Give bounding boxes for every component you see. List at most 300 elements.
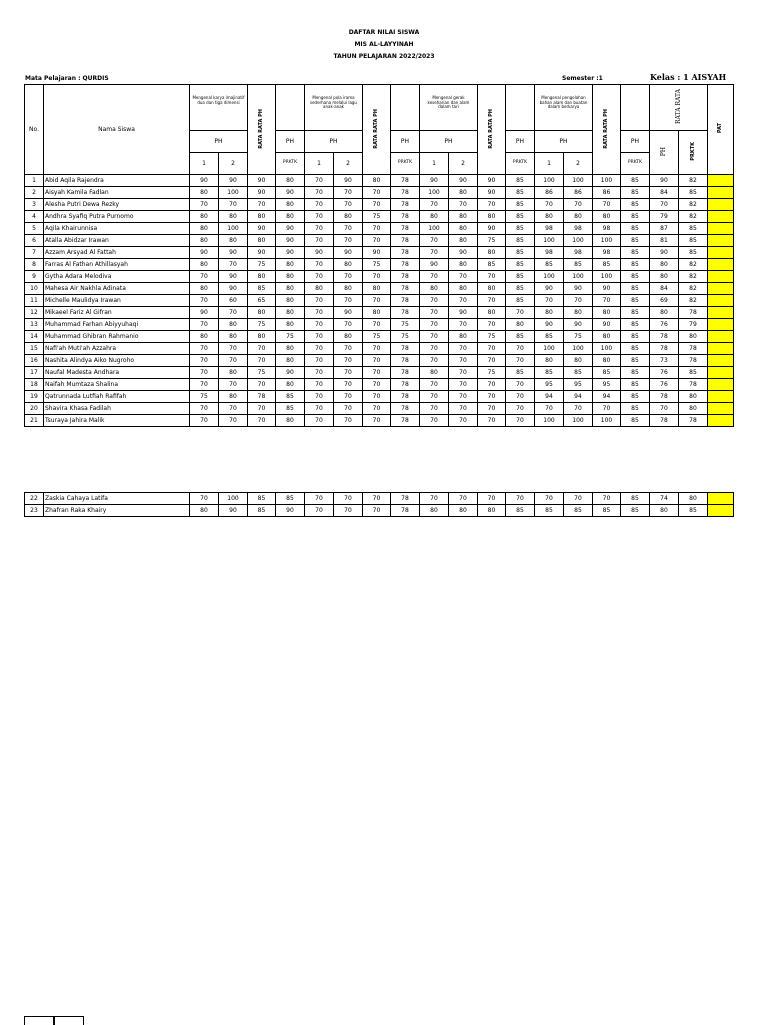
grade-cell: 70: [334, 505, 363, 517]
grade-cell: 70: [449, 319, 478, 331]
grade-cell: 70: [506, 391, 535, 403]
grade-cell: 90: [449, 175, 478, 187]
ph-4-header: PH: [535, 131, 593, 153]
grade-cell: 70: [305, 331, 334, 343]
grade-cell: 100: [219, 223, 248, 235]
grade-cell: 80: [535, 211, 564, 223]
grade-cell: 85: [506, 295, 535, 307]
table-row: [25, 319, 734, 331]
row-number: 9: [25, 271, 44, 283]
grade-cell: 85: [248, 505, 276, 517]
grade-cell: 80: [276, 355, 305, 367]
grade-cell: 78: [679, 379, 708, 391]
pat-cell: [708, 187, 734, 199]
table-row: [25, 283, 734, 295]
grade-cell: 82: [679, 283, 708, 295]
grade-cell: 90: [334, 307, 363, 319]
grade-cell: 90: [449, 307, 478, 319]
grade-cell: 80: [219, 391, 248, 403]
grades-table-continued: [24, 492, 734, 517]
table-row: [25, 343, 734, 355]
grade-cell: 70: [219, 355, 248, 367]
grade-cell: 80: [679, 403, 708, 415]
grade-cell: 60: [219, 295, 248, 307]
pat-cell: [708, 271, 734, 283]
table-row: [25, 391, 734, 403]
grade-cell: 90: [363, 247, 391, 259]
grade-cell: 78: [391, 391, 420, 403]
grade-cell: 75: [248, 319, 276, 331]
grade-cell: 75: [248, 259, 276, 271]
grade-cell: 90: [650, 175, 679, 187]
grade-cell: 98: [564, 247, 593, 259]
student-name: Muhammad Farhan Abiyyuhaqi: [44, 319, 190, 331]
grade-cell: 100: [535, 415, 564, 427]
grade-cell: 75: [363, 331, 391, 343]
grade-cell: 80: [276, 175, 305, 187]
row-number: 1: [25, 175, 44, 187]
grade-cell: 70: [190, 295, 219, 307]
grade-cell: 85: [506, 331, 535, 343]
grade-cell: 85: [621, 199, 650, 211]
grade-cell: 85: [564, 505, 593, 517]
grade-cell: 80: [449, 223, 478, 235]
row-number: 3: [25, 199, 44, 211]
table-row: [25, 235, 734, 247]
blank-1: [276, 85, 305, 131]
grade-cell: 70: [305, 403, 334, 415]
ph-3-header: PH: [420, 131, 478, 153]
grade-cell: 85: [621, 403, 650, 415]
grade-cell: 70: [449, 403, 478, 415]
grade-cell: 80: [190, 235, 219, 247]
pat-cell: [708, 283, 734, 295]
student-name: Naifah Mumtaza Shalina: [44, 379, 190, 391]
grade-cell: 80: [276, 259, 305, 271]
grade-cell: 85: [621, 319, 650, 331]
grade-cell: 70: [363, 319, 391, 331]
grade-cell: 70: [305, 271, 334, 283]
grade-cell: 70: [478, 415, 506, 427]
grade-cell: 80: [363, 175, 391, 187]
grade-cell: 70: [420, 271, 449, 283]
grade-cell: 70: [190, 379, 219, 391]
grade-cell: 70: [593, 493, 621, 505]
grade-cell: 100: [593, 175, 621, 187]
grade-cell: 75: [391, 331, 420, 343]
row-number: 19: [25, 391, 44, 403]
grade-cell: 70: [420, 355, 449, 367]
grade-cell: 80: [248, 331, 276, 343]
grade-cell: 80: [276, 295, 305, 307]
grade-cell: 85: [621, 211, 650, 223]
grade-cell: 80: [650, 259, 679, 271]
grade-cell: 85: [506, 235, 535, 247]
avg-ph-header: PH: [650, 131, 679, 175]
grade-cell: 73: [650, 355, 679, 367]
grade-cell: 78: [391, 403, 420, 415]
sub-6-header: 2: [449, 153, 478, 175]
grade-cell: 80: [276, 415, 305, 427]
grade-cell: 90: [190, 307, 219, 319]
grade-cell: 70: [363, 391, 391, 403]
grade-cell: 70: [478, 271, 506, 283]
ph-2-header: PH: [305, 131, 363, 153]
grade-cell: 80: [679, 391, 708, 403]
grade-cell: 82: [679, 271, 708, 283]
grade-cell: 80: [535, 355, 564, 367]
grade-cell: 75: [478, 367, 506, 379]
grade-cell: 100: [420, 223, 449, 235]
grade-cell: 70: [363, 415, 391, 427]
grade-cell: 80: [334, 211, 363, 223]
grade-cell: 80: [190, 187, 219, 199]
grade-cell: 85: [621, 343, 650, 355]
grade-cell: 85: [506, 187, 535, 199]
grade-cell: 70: [535, 295, 564, 307]
grade-cell: 85: [535, 331, 564, 343]
student-name: Mahesa Air Nakhla Adinata: [44, 283, 190, 295]
grade-cell: 80: [564, 355, 593, 367]
grade-cell: 80: [276, 211, 305, 223]
grade-cell: 70: [363, 403, 391, 415]
grade-cell: 75: [363, 211, 391, 223]
grade-cell: 85: [621, 235, 650, 247]
grade-cell: 100: [593, 235, 621, 247]
grade-cell: 94: [593, 391, 621, 403]
table-row: [25, 355, 734, 367]
grade-cell: 80: [593, 355, 621, 367]
student-name: Muhammad Ghibran Rahmanio: [44, 331, 190, 343]
grade-cell: 85: [621, 505, 650, 517]
grade-cell: 70: [363, 235, 391, 247]
grade-cell: 80: [190, 223, 219, 235]
grade-cell: 70: [305, 367, 334, 379]
grade-cell: 90: [334, 247, 363, 259]
grade-cell: 100: [420, 187, 449, 199]
pat-header: PAT: [708, 85, 734, 175]
grade-cell: 70: [305, 307, 334, 319]
grade-cell: 70: [478, 403, 506, 415]
grade-cell: 80: [449, 259, 478, 271]
grade-cell: 78: [391, 367, 420, 379]
grade-cell: 70: [305, 343, 334, 355]
topic-3-header: Mengenal gerak keseharian dan alam dalam tari: [420, 85, 478, 131]
pat-cell: [708, 175, 734, 187]
grade-cell: 100: [564, 271, 593, 283]
grade-cell: 70: [506, 343, 535, 355]
grade-cell: 70: [363, 379, 391, 391]
grade-cell: 70: [449, 271, 478, 283]
grade-cell: 85: [621, 295, 650, 307]
grade-cell: 70: [248, 343, 276, 355]
table-row: [25, 379, 734, 391]
avg-ph-4-header: RATA RATA PH: [593, 85, 621, 175]
grade-cell: 70: [334, 343, 363, 355]
grade-cell: 85: [506, 175, 535, 187]
pat-cell: [708, 493, 734, 505]
grade-cell: 80: [248, 271, 276, 283]
grade-cell: 85: [506, 247, 535, 259]
grade-cell: 80: [219, 211, 248, 223]
student-name: Zhafran Raka Khairy: [44, 505, 190, 517]
grade-cell: 78: [391, 187, 420, 199]
row-number: 13: [25, 319, 44, 331]
grade-cell: 80: [535, 307, 564, 319]
table-row: [25, 199, 734, 211]
grade-cell: 90: [219, 247, 248, 259]
grade-cell: 80: [219, 235, 248, 247]
student-name: Nashita Alindya Aiko Nugroho: [44, 355, 190, 367]
grade-cell: 85: [679, 187, 708, 199]
grade-cell: 70: [190, 319, 219, 331]
table-row: [25, 211, 734, 223]
grade-cell: 70: [334, 379, 363, 391]
grade-cell: 80: [276, 379, 305, 391]
grade-cell: 90: [564, 319, 593, 331]
grade-cell: 75: [276, 331, 305, 343]
grade-cell: 78: [391, 223, 420, 235]
report-title: DAFTAR NILAI SISWA: [348, 29, 420, 36]
grade-cell: 70: [420, 343, 449, 355]
grade-cell: 70: [564, 199, 593, 211]
grade-cell: 70: [219, 199, 248, 211]
avg-ph-1-header: RATA RATA PH: [248, 85, 276, 175]
grade-cell: 85: [276, 391, 305, 403]
blank-3: [506, 85, 535, 131]
grade-cell: 78: [391, 211, 420, 223]
grade-cell: 90: [248, 247, 276, 259]
grade-cell: 90: [593, 283, 621, 295]
grade-cell: 70: [593, 295, 621, 307]
grade-cell: 85: [506, 223, 535, 235]
grade-cell: 70: [363, 223, 391, 235]
grade-cell: 70: [564, 295, 593, 307]
grade-cell: 70: [363, 199, 391, 211]
grade-cell: 98: [535, 247, 564, 259]
grade-cell: 70: [334, 271, 363, 283]
grade-cell: 70: [334, 391, 363, 403]
grade-cell: 85: [621, 391, 650, 403]
grade-cell: 80: [420, 505, 449, 517]
grade-cell: 85: [621, 415, 650, 427]
grade-cell: 80: [190, 259, 219, 271]
grade-cell: 100: [564, 343, 593, 355]
grade-cell: 85: [679, 247, 708, 259]
grade-cell: 85: [621, 307, 650, 319]
ph-2a-header: PH: [276, 131, 305, 153]
grade-cell: 100: [564, 175, 593, 187]
grade-cell: 90: [593, 319, 621, 331]
grade-cell: 78: [679, 307, 708, 319]
grade-cell: 70: [593, 403, 621, 415]
table-row: [25, 187, 734, 199]
grade-cell: 70: [420, 319, 449, 331]
grade-cell: 86: [564, 187, 593, 199]
grade-cell: 85: [506, 283, 535, 295]
grade-cell: 70: [219, 307, 248, 319]
grade-cell: 70: [363, 355, 391, 367]
student-name: Alesha Putri Dewa Rezky: [44, 199, 190, 211]
student-name: Andhra Syafiq Putra Purnomo: [44, 211, 190, 223]
grade-cell: 70: [420, 493, 449, 505]
grade-cell: 100: [564, 415, 593, 427]
grade-cell: 70: [190, 403, 219, 415]
grade-cell: 80: [190, 505, 219, 517]
table-row: [25, 259, 734, 271]
grade-cell: 70: [420, 247, 449, 259]
grade-cell: 85: [535, 259, 564, 271]
row-number: 20: [25, 403, 44, 415]
grade-cell: 70: [190, 415, 219, 427]
grade-cell: 79: [650, 211, 679, 223]
grade-cell: 85: [564, 367, 593, 379]
grade-cell: 70: [248, 199, 276, 211]
grade-cell: 80: [478, 283, 506, 295]
pat-cell: [708, 247, 734, 259]
grade-cell: 85: [506, 505, 535, 517]
grade-cell: 78: [391, 295, 420, 307]
grade-cell: 90: [248, 187, 276, 199]
grade-cell: 90: [219, 271, 248, 283]
grade-cell: 84: [650, 283, 679, 295]
grade-cell: 80: [449, 505, 478, 517]
subject-label: Mata Pelajaran : QURDIS: [25, 75, 109, 82]
grade-cell: 82: [679, 259, 708, 271]
grade-cell: 70: [420, 307, 449, 319]
grade-cell: 70: [449, 391, 478, 403]
student-name: Aisyah Kamila Fadlan: [44, 187, 190, 199]
pat-cell: [708, 403, 734, 415]
grade-cell: 85: [621, 175, 650, 187]
grade-cell: 80: [478, 247, 506, 259]
grade-cell: 70: [564, 403, 593, 415]
grade-cell: 85: [276, 403, 305, 415]
blank-2: [391, 85, 420, 131]
grade-cell: 78: [391, 415, 420, 427]
pat-cell: [708, 343, 734, 355]
pat-cell: [708, 355, 734, 367]
grade-cell: 70: [478, 319, 506, 331]
col-no-header: No.: [25, 85, 44, 175]
grade-cell: 70: [190, 493, 219, 505]
grade-cell: 70: [363, 295, 391, 307]
grade-cell: 80: [449, 211, 478, 223]
prktk-4-header: PRKTK: [621, 153, 650, 175]
grade-cell: 80: [276, 343, 305, 355]
grade-cell: 70: [334, 223, 363, 235]
rata-rata-header: RATA RATA: [650, 85, 708, 131]
row-number: 15: [25, 343, 44, 355]
grade-cell: 80: [449, 283, 478, 295]
grade-cell: 80: [219, 331, 248, 343]
grade-cell: 70: [506, 415, 535, 427]
grade-cell: 80: [420, 211, 449, 223]
pat-cell: [708, 319, 734, 331]
topic-2-header: Mengenal pola irama sederhana melalui lagu anak-anak: [305, 85, 363, 131]
school-name: MIS AL-LAYYINAH: [354, 41, 414, 48]
pat-cell: [708, 379, 734, 391]
grade-cell: 78: [679, 415, 708, 427]
student-name: Azzam Arsyad Al Fattah: [44, 247, 190, 259]
grade-cell: 100: [219, 187, 248, 199]
table-row: [25, 295, 734, 307]
grade-cell: 90: [276, 505, 305, 517]
grade-cell: 78: [391, 307, 420, 319]
grade-cell: 70: [305, 505, 334, 517]
grade-cell: 90: [334, 175, 363, 187]
grade-cell: 90: [190, 247, 219, 259]
grade-cell: 90: [478, 223, 506, 235]
grade-cell: 100: [535, 271, 564, 283]
grade-cell: 75: [190, 391, 219, 403]
pat-cell: [708, 223, 734, 235]
grade-cell: 78: [391, 199, 420, 211]
grade-cell: 70: [449, 295, 478, 307]
grade-cell: 80: [334, 283, 363, 295]
grade-cell: 100: [535, 175, 564, 187]
grade-cell: 75: [363, 259, 391, 271]
sub-1-header: 1: [190, 153, 219, 175]
grade-cell: 70: [506, 379, 535, 391]
grade-cell: 85: [248, 493, 276, 505]
grade-cell: 70: [535, 493, 564, 505]
grade-cell: 85: [621, 355, 650, 367]
grade-cell: 85: [593, 259, 621, 271]
grade-cell: 78: [650, 331, 679, 343]
grade-cell: 70: [506, 307, 535, 319]
row-number: 17: [25, 367, 44, 379]
grade-cell: 74: [650, 493, 679, 505]
pat-cell: [708, 391, 734, 403]
grade-cell: 75: [248, 367, 276, 379]
grade-cell: 70: [449, 355, 478, 367]
pat-cell: [708, 331, 734, 343]
student-name: Abid Aqila Rajendra: [44, 175, 190, 187]
grade-cell: 78: [248, 391, 276, 403]
grade-cell: 79: [679, 319, 708, 331]
grade-cell: 100: [535, 343, 564, 355]
grade-cell: 78: [391, 343, 420, 355]
grade-cell: 70: [305, 355, 334, 367]
student-name: Farras Al Fathan Athillasyah: [44, 259, 190, 271]
grade-cell: 70: [506, 493, 535, 505]
grade-cell: 70: [190, 271, 219, 283]
grade-cell: 80: [219, 319, 248, 331]
grade-cell: 70: [305, 391, 334, 403]
grade-cell: 70: [248, 403, 276, 415]
grade-cell: 80: [276, 271, 305, 283]
row-number: 6: [25, 235, 44, 247]
grade-cell: 70: [334, 403, 363, 415]
grade-cell: 70: [478, 295, 506, 307]
grade-cell: 70: [219, 343, 248, 355]
grade-cell: 80: [506, 319, 535, 331]
grade-cell: 70: [650, 403, 679, 415]
grade-cell: 87: [650, 223, 679, 235]
row-number: 12: [25, 307, 44, 319]
grade-cell: 70: [190, 343, 219, 355]
student-name: Michelle Maulidya Irawan: [44, 295, 190, 307]
grade-cell: 85: [621, 367, 650, 379]
grade-cell: 90: [535, 319, 564, 331]
ph-3a-header: PH: [391, 131, 420, 153]
grade-cell: 70: [305, 235, 334, 247]
pat-cell: [708, 415, 734, 427]
grade-cell: 90: [564, 283, 593, 295]
blank-4: [621, 85, 650, 131]
grade-cell: 78: [391, 175, 420, 187]
